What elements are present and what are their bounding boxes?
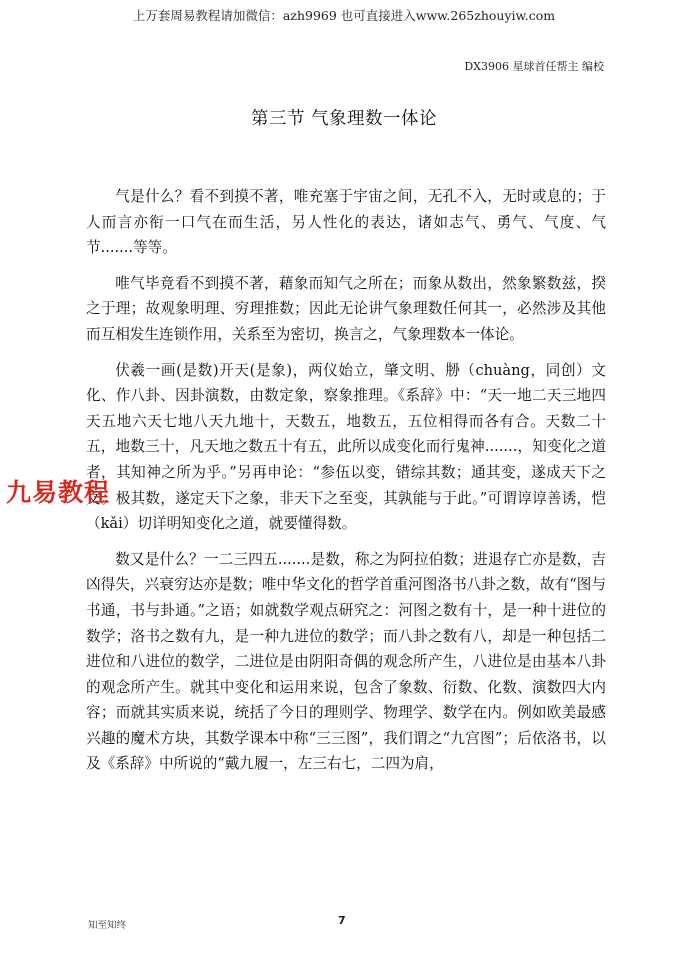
page-number: 7	[338, 914, 346, 927]
footer-left: 知至知终	[88, 920, 127, 931]
section-title: 第三节 气象理数一体论	[250, 109, 438, 129]
paragraph: 数又是什么？一二三四五.......是数，称之为阿拉伯数；进退存亡亦是数，吉凶得失，兴衰穷达亦是数；唯中华文化的哲学首重河图洛书八卦之数，故有“图与书通，书与卦通。”之语；如就数学观点研究之：河图之数有十，是一种十进位的数学；洛书之数有九，是一种九进位的数学；而八卦之数有八，却是一种包括二进位和八进位的数学，二进位是由阴阳奇偶的观念所产生，八进位是由基本八卦的观念所产生。就其中变化和运用来说，包含了象数、衍数、化数、演数四大内容；而就其实质来说，统括了今日的理则学、物理学、数学在内。例如欧美最感兴趣的魔术方块，其数学课本中称“三三图”，我们谓之“九宫图”；后依洛书，以及《系辞》中所说的“戴九履一，左三右七，二四为肩，	[86, 550, 606, 773]
paragraph: 气是什么？看不到摸不著，唯充塞于宇宙之间，无孔不入，无时或息的；于人而言亦衔一口气在而生活，另人性化的表达，诸如志气、勇气、气度、气节.......等等。	[86, 188, 606, 257]
header-notice: 上万套周易教程请加微信：azh9969 也可直接进入www.265zhouyiw.com	[132, 8, 556, 23]
watermark: 九易教程	[6, 478, 111, 507]
paragraph: 伏羲一画(是数)开天(是象)，两仪始立，肇文明、刱（chuàng，同创）文化、作八卦、因卦演数，由数定象，察象推理。《系辞》中：“天一地二天三地四天五地六天七地八天九地十，天数五，地数五，五位相得而各有合。天数二十五，地数三十，凡天地之数五十有五，此所以成变化而行鬼神.......，知变化之道者，其知神之所为乎。”另再申论：“参伍以变，错综其数；通其变，遂成天下之文。极其数，遂定天下之象，非天下之至变，其孰能与于此。”可谓谆谆善诱，恺（kǎi）切详明知变化之道，就要懂得数。	[86, 361, 606, 533]
body-text	[86, 184, 606, 787]
editor-note: DX3906 星球首任帮主 编校	[464, 60, 604, 73]
paragraph: 唯气毕竟看不到摸不著，藉象而知气之所在；而象从数出，然象繁数兹，揆之于理；故观象明理、穷理推数；因此无论讲气象理数任何其一，必然涉及其他而互相发生连锁作用，关系至为密切，换言之，气象理数本一体论。	[86, 274, 606, 343]
